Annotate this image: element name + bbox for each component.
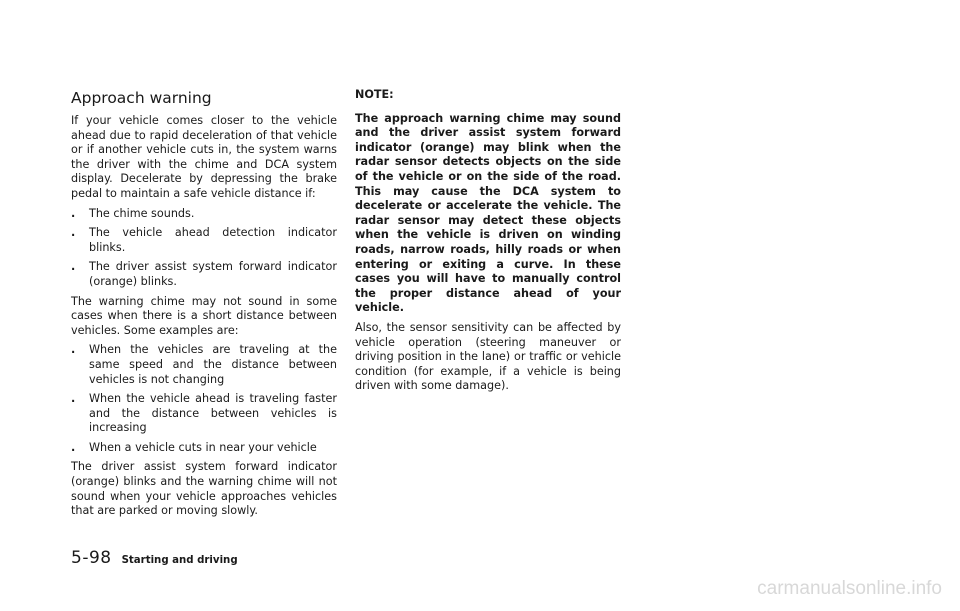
list-item xyxy=(71,441,337,456)
list-item-text: The vehicle ahead detection indicator blinks. xyxy=(89,226,337,254)
sensitivity-paragraph: Also, the sensor sensitivity can be affected by vehicle operation (steering maneuver or driving position in the lane) or traffic or vehicle condition (for example, if a vehicle is being driven with some damage). xyxy=(355,320,621,393)
bullet-icon: . xyxy=(71,226,76,240)
note-heading: NOTE: xyxy=(355,88,394,101)
list-item-text: The driver assist system forward indicator (orange) blinks. xyxy=(89,260,337,288)
right-column xyxy=(355,88,621,399)
watermark: carmanualsonline.info xyxy=(757,578,942,599)
intro-paragraph: If your vehicle comes closer to the vehicle ahead due to rapid deceleration of that vehicle or if another vehicle cuts in, the system warns the driver with the chime and DCA system display. Decelerate by depressing the brake pedal to maintain a safe vehicle distance if: xyxy=(71,114,337,200)
bullet-icon: . xyxy=(71,343,76,357)
page-footer xyxy=(71,548,238,568)
bullet-icon: . xyxy=(71,440,76,454)
list-item xyxy=(71,260,337,289)
warning-conditions-list xyxy=(71,207,337,290)
indicator-paragraph: The driver assist system forward indicator (orange) blinks and the warning chime will not sound when your vehicle approaches vehicles that are parked or moving slowly. xyxy=(71,460,337,518)
bullet-icon: . xyxy=(71,260,76,274)
list-item xyxy=(71,343,337,387)
chime-paragraph: The warning chime may not sound in some cases when there is a short distance between vehicles. Some examples are: xyxy=(71,294,337,337)
list-item-text: When the vehicles are traveling at the same speed and the distance between vehicles is not changing xyxy=(89,343,337,386)
bullet-icon: . xyxy=(71,392,76,406)
list-item-text: The chime sounds. xyxy=(89,206,195,220)
footer-section-title: Starting and driving xyxy=(121,555,238,566)
examples-list xyxy=(71,343,337,455)
list-item xyxy=(71,207,337,222)
section-heading: Approach warning xyxy=(71,89,212,107)
page-number: 5-98 xyxy=(71,548,112,568)
list-item xyxy=(71,226,337,255)
list-item-text: When a vehicle cuts in near your vehicle xyxy=(89,440,317,454)
left-column xyxy=(71,88,337,524)
list-item xyxy=(71,392,337,436)
list-item-text: When the vehicle ahead is traveling faster and the distance between vehicles is increasing xyxy=(89,392,337,435)
note-text: The approach warning chime may sound and the driver assist system forward indicator (orange) may blink when the radar sensor detects objects on the side of the vehicle or on the side of the road. This may cause the DCA system to decelerate or accelerate the vehicle. The radar sensor may detect these objects when the vehicle is driven on winding roads, narrow roads, hilly roads or when entering or exiting a curve. In these cases you will have to manually control the proper distance ahead of your vehicle. xyxy=(355,111,621,315)
bullet-icon: . xyxy=(71,206,76,220)
